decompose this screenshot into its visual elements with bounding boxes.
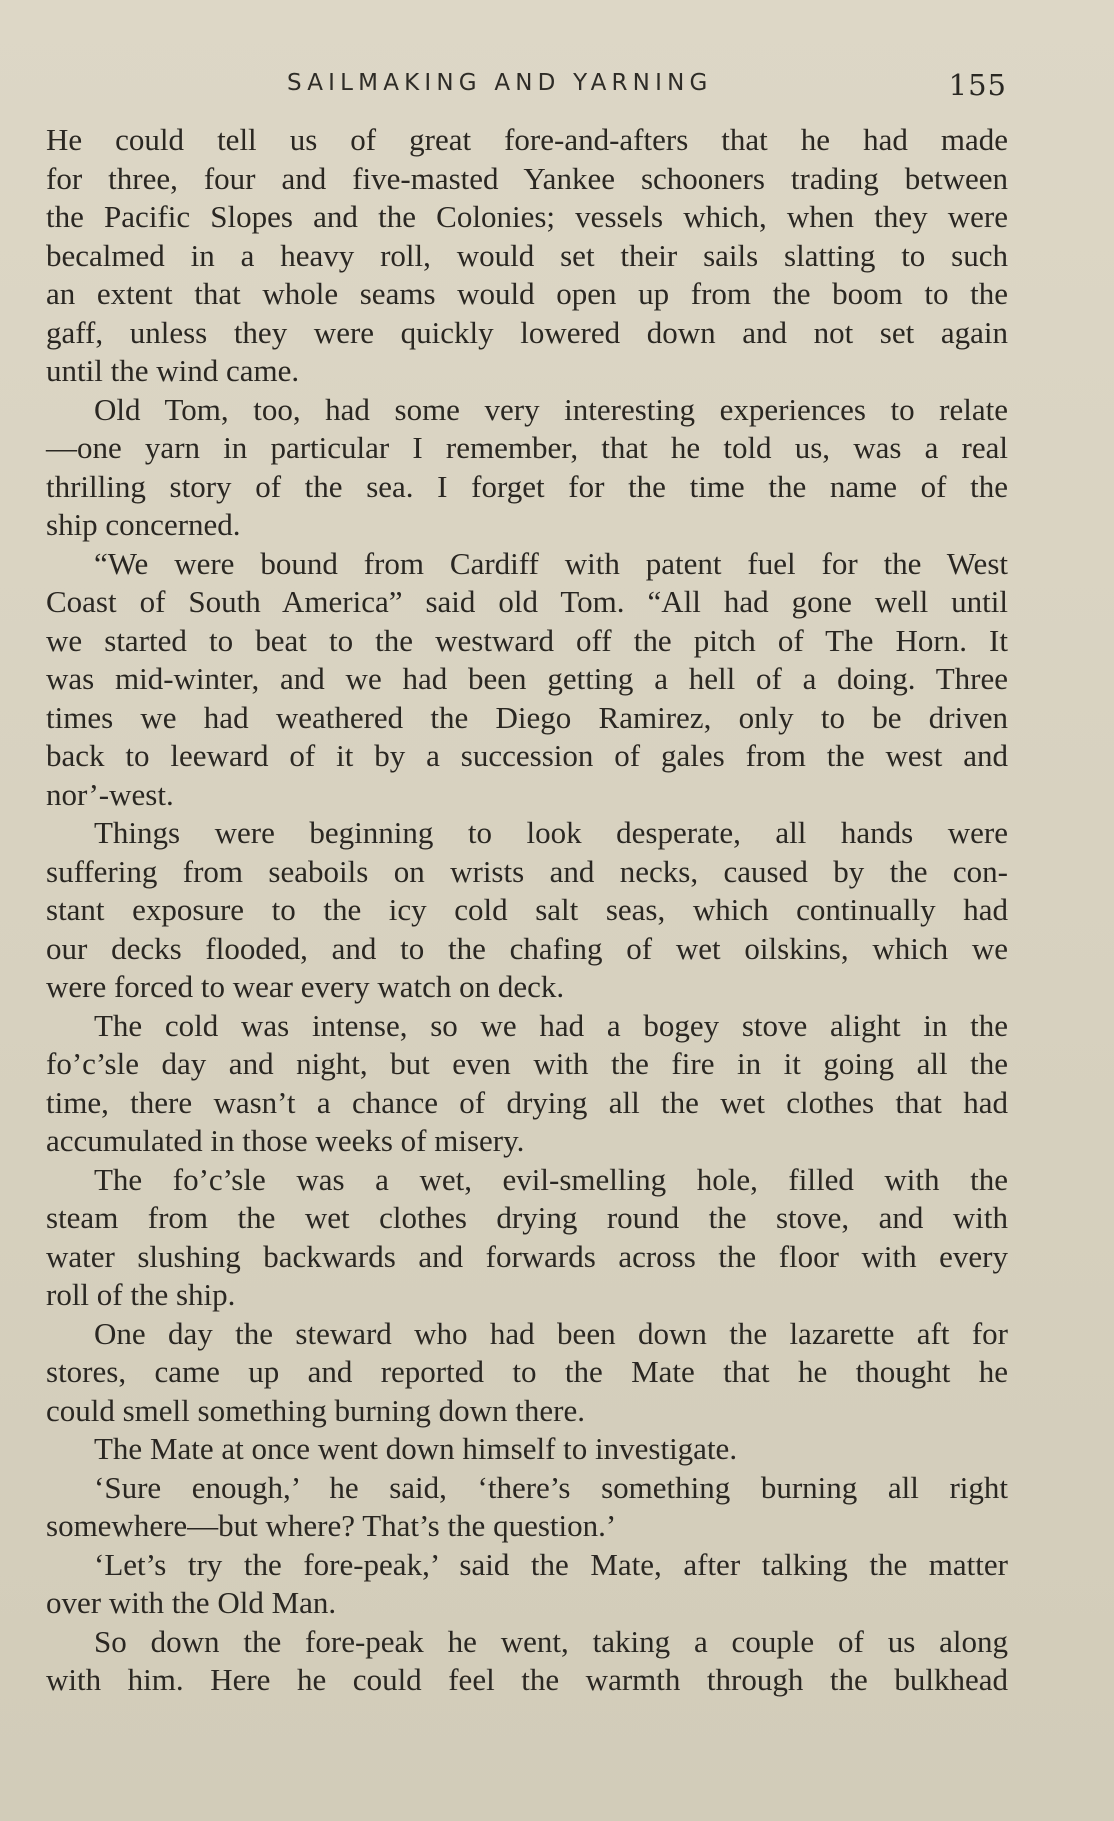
page-header bbox=[47, 70, 1007, 110]
page-number: 155 bbox=[948, 68, 1007, 102]
text-line: we started to beat to the westward off the pitch of The Horn. It bbox=[46, 622, 1008, 658]
text-line: So down the fore-peak he went, taking a couple of us along bbox=[94, 1623, 1008, 1659]
text-line: stant exposure to the icy cold salt seas, which continually had bbox=[46, 892, 1008, 927]
text-line: The fo’c’sle was a wet, evil-smelling hole, filled with the bbox=[94, 1161, 1008, 1197]
text-line: He could tell us of great fore-and-afters that he had made bbox=[46, 122, 1008, 157]
text-line: our decks flooded, and to the chafing of wet oilskins, which we bbox=[46, 930, 1008, 966]
text-line: nor’-west. bbox=[46, 776, 174, 812]
text-line: The Mate at once went down himself to investigate. bbox=[94, 1431, 738, 1466]
text-line: ship concerned. bbox=[46, 507, 241, 542]
text-line: back to leeward of it by a succession of gales from the west and bbox=[46, 738, 1008, 773]
text-line: accumulated in those weeks of misery. bbox=[46, 1123, 525, 1158]
text-line: fo’c’sle day and night, but even with the fire in it going all the bbox=[46, 1046, 1008, 1081]
text-line: were forced to wear every watch on deck. bbox=[46, 969, 565, 1004]
text-line: —one yarn in particular I remember, that he told us, was a real bbox=[46, 430, 1008, 465]
text-line: time, there wasn’t a chance of drying all the wet clothes that had bbox=[46, 1084, 1008, 1120]
text-line: “We were bound from Cardiff with patent fuel for the West bbox=[94, 545, 1008, 581]
text-line: Old Tom, too, had some very interesting experiences to relate bbox=[94, 391, 1008, 427]
text-line: until the wind came. bbox=[46, 353, 300, 388]
text-line: was mid-winter, and we had been getting a hell of a doing. Three bbox=[46, 661, 1008, 696]
text-line: Things were beginning to look desperate, all hands were bbox=[94, 815, 1008, 850]
text-line: roll of the ship. bbox=[46, 1277, 236, 1312]
text-line: water slushing backwards and forwards across the floor with every bbox=[46, 1238, 1008, 1274]
text-line: Coast of South America” said old Tom. “All had gone well until bbox=[46, 584, 1008, 619]
text-line: for three, four and five-masted Yankee schooners trading between bbox=[46, 160, 1008, 196]
text-line: thrilling story of the sea. I forget for the time the name of the bbox=[46, 468, 1008, 504]
body-text bbox=[46, 121, 1008, 1700]
text-line: steam from the wet clothes drying round the stove, and with bbox=[46, 1200, 1008, 1235]
text-line: could smell something burning down there. bbox=[46, 1392, 585, 1428]
text-line: with him. Here he could feel the warmth through the bulkhead bbox=[46, 1662, 1008, 1697]
text-line: times we had weathered the Diego Ramirez, only to be driven bbox=[46, 699, 1008, 735]
text-line: The cold was intense, so we had a bogey stove alight in the bbox=[94, 1007, 1008, 1043]
text-line: somewhere—but where? That’s the question.’ bbox=[46, 1508, 617, 1543]
text-line: ‘Let’s try the fore-peak,’ said the Mate, after talking the matter bbox=[94, 1546, 1008, 1582]
text-line: the Pacific Slopes and the Colonies; vessels which, when they were bbox=[46, 199, 1008, 234]
running-head: SAILMAKING AND YARNING bbox=[287, 70, 713, 96]
text-line: One day the steward who had been down the lazarette aft for bbox=[94, 1315, 1008, 1351]
text-line: gaff, unless they were quickly lowered down and not set again bbox=[46, 314, 1008, 350]
text-line: becalmed in a heavy roll, would set their sails slatting to such bbox=[46, 237, 1008, 273]
text-line: suffering from seaboils on wrists and necks, caused by the con- bbox=[46, 853, 1008, 889]
text-line: over with the Old Man. bbox=[46, 1585, 337, 1620]
text-line: an extent that whole seams would open up from the boom to the bbox=[46, 276, 1008, 311]
text-line: ‘Sure enough,’ he said, ‘there’s something burning all right bbox=[94, 1469, 1008, 1505]
text-line: stores, came up and reported to the Mate that he thought he bbox=[46, 1354, 1008, 1389]
